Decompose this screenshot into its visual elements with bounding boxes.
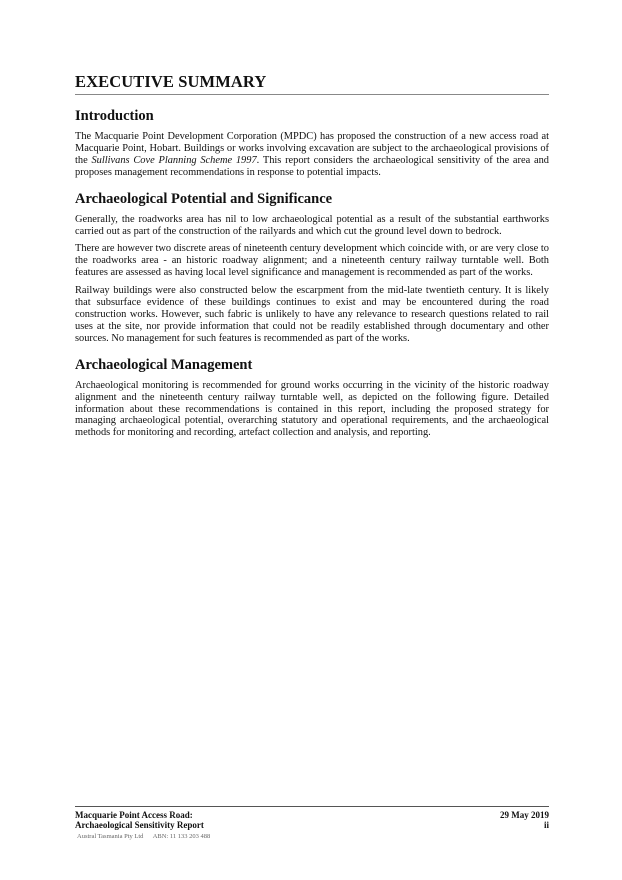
footer-company: Austral Tasmania Pty Ltd	[77, 833, 144, 840]
page-title: EXECUTIVE SUMMARY	[75, 72, 549, 95]
footer-abn: ABN: 11 133 203 488	[152, 833, 211, 840]
footer-project-title: Macquarie Point Access Road:	[75, 810, 193, 820]
footer-page-number: ii	[543, 820, 549, 830]
intro-text-end: . This report considers the archaeological sensitivity of the area and proposes management recommendations in response to potential impacts.	[75, 154, 549, 178]
footer-row-1	[75, 810, 549, 820]
section-heading-introduction: Introduction	[75, 108, 154, 124]
introduction-paragraph	[75, 131, 549, 179]
management-paragraph: Archaeological monitoring is recommended for ground works occurring in the vicinity of the historic roadway alignment and the nineteenth century railway turntable well, as depicted on the following figure. Detailed information about these recommendations is contained in this report, including the proposed strategy for managing archaeological potential, overarching statutory and operational requirements, and the archaeological methods for monitoring and recording, artefact collection and analysis, and reporting.	[75, 379, 549, 439]
footer-row-2	[75, 820, 549, 830]
potential-paragraph-3: Railway buildings were also constructed below the escarpment from the mid-late twentieth century. It is likely that subsurface evidence of these buildings continues to exist and may be encountered during the road construction works. However, such fabric is unlikely to have any relevance to research questions related to rail uses at the site, nor provide information that could not be readily established through documentary and other sources. No management for such features is recommended as part of the works.	[75, 285, 549, 344]
footer-report-title: Archaeological Sensitivity Report	[75, 820, 204, 830]
section-heading-management: Archaeological Management	[75, 356, 253, 373]
page-body	[75, 72, 549, 445]
page-footer	[75, 806, 549, 840]
potential-paragraph-1: Generally, the roadworks area has nil to low archaeological potential as a result of the substantial earthworks carried out as part of the construction of the railyards and which cut the ground level down to bedrock.	[75, 213, 549, 237]
footer-date: 29 May 2019	[500, 810, 549, 820]
footer-company-info	[75, 833, 549, 840]
potential-paragraph-2: There are however two discrete areas of nineteenth century development which coincide with, or are very close to the roadworks area - an historic roadway alignment; and a nineteenth century railway turntable well. Both features are assessed as having local level significance and management is recommended as part of the works.	[75, 243, 549, 279]
section-heading-potential: Archaeological Potential and Significance	[75, 190, 333, 207]
intro-text-start: The Macquarie Point Development Corporation (MPDC) has proposed the construction of a new access road at Macquarie Point, Hobart. Buildings or works involving excavation are subject to the archaeological provisions of the	[75, 131, 549, 166]
planning-scheme-title: Sullivans Cove Planning Scheme 1997	[91, 154, 257, 166]
